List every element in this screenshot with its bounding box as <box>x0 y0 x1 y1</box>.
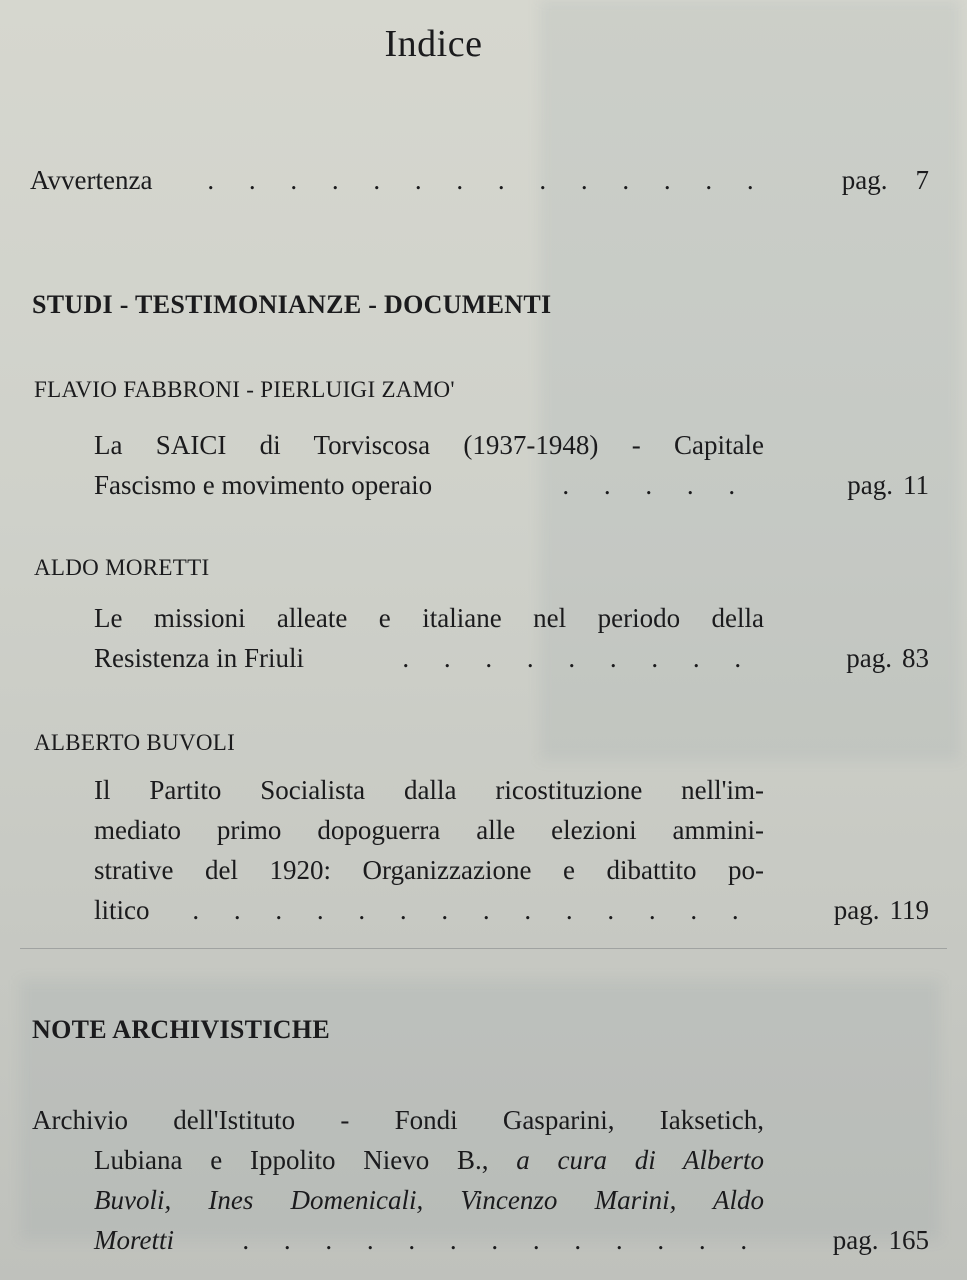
leader-dots: . . . . . . . . . . . . . . <box>192 895 739 925</box>
divider <box>20 948 947 949</box>
entry-title-line: Resistenza in Friuli <box>94 643 304 673</box>
page-number: 165 <box>888 1225 929 1255</box>
section-heading: STUDI - TESTIMONIANZE - DOCUMENTI <box>32 290 552 319</box>
page-number: 7 <box>915 165 929 195</box>
entry-title-line: Le missioni alleate e italiane nel periodo della <box>94 603 764 633</box>
leader-dots: . . . . . . . . . . . . . . <box>207 165 754 195</box>
page-label: pag. <box>841 165 888 195</box>
section-heading: NOTE ARCHIVISTICHE <box>32 1015 330 1044</box>
entry-title-line <box>94 1180 764 1220</box>
entry-title-roman: Lubiana e Ippolito Nievo B., <box>94 1145 489 1175</box>
entry-title-line: mediato primo dopoguerra alle elezioni ammini- <box>94 815 764 845</box>
page-label: pag. <box>832 1225 879 1255</box>
page-ref <box>834 890 929 930</box>
editors-label: a cura di Alberto <box>516 1145 764 1175</box>
page-label: pag. <box>833 895 880 925</box>
editors-names: Buvoli, Ines Domenicali, Vincenzo Marini, Aldo <box>94 1185 764 1215</box>
entry-title: Avvertenza <box>30 165 153 195</box>
entry-title-line: litico <box>94 895 150 925</box>
page-number: 83 <box>902 643 929 673</box>
page-ref <box>846 638 929 678</box>
page-number: 119 <box>889 895 929 925</box>
page-ref <box>847 465 929 505</box>
entry-title-line <box>94 1140 764 1180</box>
entry-author: ALDO MORETTI <box>34 555 210 580</box>
page-ref <box>833 1220 929 1260</box>
page-ref <box>842 160 929 200</box>
page-label: pag. <box>846 643 892 673</box>
entry-title-line: Archivio dell'Istituto - Fondi Gasparini, Iaksetich, <box>32 1105 764 1135</box>
page-number: 11 <box>903 470 929 500</box>
page-title: Indice <box>384 23 483 65</box>
leader-dots: . . . . . . . . . <box>402 643 742 673</box>
entry-author: ALBERTO BUVOLI <box>34 730 236 755</box>
entry-title-line: strative del 1920: Organizzazione e dibattito po- <box>94 855 764 885</box>
entry-title-line: Il Partito Socialista dalla ricostituzione nell'im- <box>94 775 764 805</box>
editors-names: Moretti <box>94 1225 174 1255</box>
entry-title-line: La SAICI di Torviscosa (1937-1948) - Capitale <box>94 430 764 460</box>
entry-author: FLAVIO FABBRONI - PIERLUIGI ZAMO' <box>34 377 455 402</box>
page-label: pag. <box>847 470 893 500</box>
leader-dots: . . . . . . . . . . . . . <box>242 1225 748 1255</box>
entry-title-line: Fascismo e movimento operaio <box>94 470 433 500</box>
leader-dots: . . . . . <box>562 470 736 500</box>
